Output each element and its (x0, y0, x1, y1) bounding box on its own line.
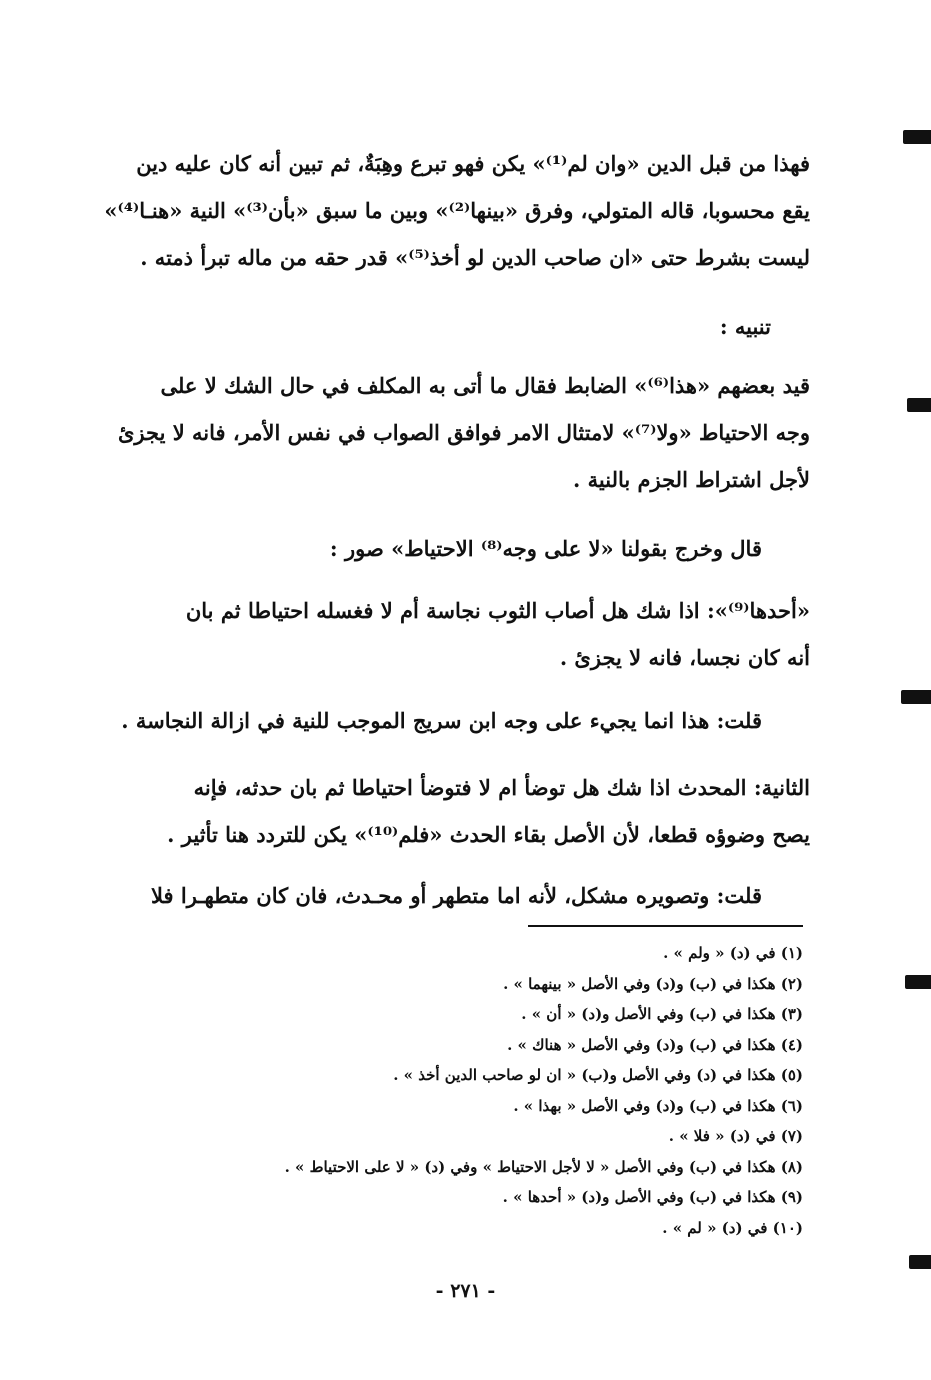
text-line: الثانية: المحدث اذا شك هل توضأ ام لا فتوضأ احتياطا ثم بان حدثه، فإنه (193, 775, 810, 800)
paragraph-8 (110, 872, 810, 919)
footnote-item: (٨) هكذا في (ب) وفي الأصل « لا لأجل الاحتياط » وفي (د) « لا على الاحتياط » . (284, 1157, 803, 1176)
scan-edge-mark (905, 975, 931, 989)
text-line: يقع محسوبا، قاله المتولي، وفرق «بينها⁽²⁾» وبين ما سبق «بأن⁽³⁾» النية «هنـا⁽⁴⁾» (104, 198, 810, 223)
scan-edge-mark (909, 1255, 931, 1269)
paragraph-1 (104, 140, 810, 281)
text-line: «أحدها⁽⁹⁾»: اذا شك هل أصاب الثوب نجاسة أم لا فغسله احتياطا ثم بان (185, 598, 810, 623)
footnote-item: (١) في (د) « ولم » . (663, 944, 803, 962)
footnote-separator (528, 925, 803, 927)
text-line: قلت: هذا انما يجيء على وجه ابن سريج الموجب للنية في ازالة النجاسة . (121, 708, 762, 733)
paragraph-7 (110, 764, 810, 858)
heading-text: تنبيه : (719, 314, 771, 339)
text-line: فهذا من قبل الدين «وان لم⁽¹⁾» يكن فهو تبرع وهِبَةٌ، ثم تبين أنه كان عليه دين (136, 151, 810, 176)
footnote-item: (٦) هكذا في (ب) و(د) وفي الأصل « بهذا » . (513, 1096, 803, 1115)
text-line: ليست بشرط حتى «ان صاحب الدين لو أخذ⁽⁵⁾» قدر حقه من ماله تبرأ ذمته . (140, 245, 810, 270)
footnote-item: (٧) في (د) « فلا » . (668, 1127, 803, 1145)
text-line: يصح وضوؤه قطعا، لأن الأصل بقاء الحدث «فلم⁽¹⁰⁾» يكن للتردد هنا تأثير . (167, 822, 810, 847)
footnote-item: (٤) هكذا في (ب) و(د) وفي الأصل « هناك » . (507, 1035, 803, 1054)
footnote-item: (٢) هكذا في (ب) و(د) وفي الأصل « بينهما » . (503, 974, 803, 993)
footnotes-list (203, 938, 803, 1243)
page-number: - ٢٧١ - (435, 1280, 496, 1302)
paragraph-3 (110, 362, 810, 503)
scan-edge-mark (903, 130, 931, 144)
paragraph-6 (110, 697, 810, 744)
scan-edge-mark (907, 398, 931, 412)
footnote-item: (٥) هكذا في (د) وفي الأصل و(ب) « ان لو صاحب الدين أخذ » . (393, 1066, 803, 1084)
text-line: وجه الاحتياط «ولا⁽⁷⁾» لامتثال الامر فوافق الصواب في نفس الأمر، فانه لا يجزئ (117, 420, 810, 445)
text-line: قيد بعضهم «هذا⁽⁶⁾» الضابط فقال ما أتى به المكلف في حال الشك لا على (160, 373, 810, 398)
text-line: أنه كان نجسا، فانه لا يجزئ . (559, 645, 810, 670)
paragraph-5 (110, 587, 810, 681)
text-line: لأجل اشتراط الجزم بالنية . (573, 467, 810, 492)
text-line: قلت: وتصويره مشكل، لأنه اما متطهر أو محـدث، فان كان متطهـرا فلا (151, 883, 762, 908)
footnote-item: (٣) هكذا في (ب) وفي الأصل و(د) « أن » . (521, 1005, 803, 1023)
section-heading (720, 314, 771, 339)
text-line: قال وخرج بقولنا «لا على وجه⁽⁸⁾ الاحتياط» صور : (329, 536, 762, 561)
paragraph-4 (110, 525, 810, 572)
scan-edge-mark (901, 690, 931, 704)
footnote-item: (٩) هكذا في (ب) وفي الأصل و(د) « أحدها » . (502, 1188, 803, 1206)
footnote-item: (١٠) في (د) « لم » . (662, 1218, 803, 1237)
